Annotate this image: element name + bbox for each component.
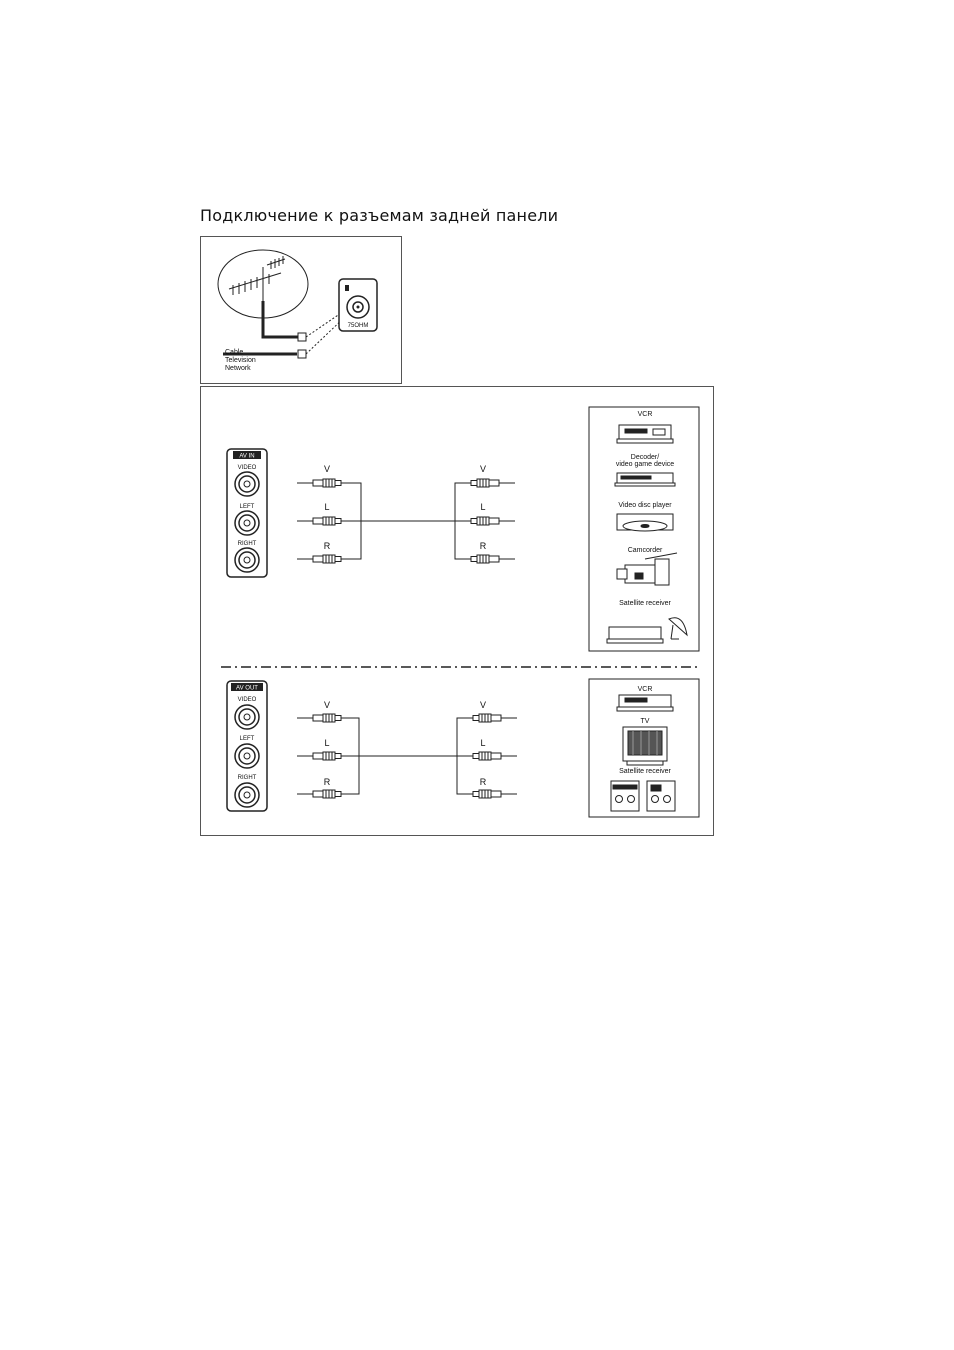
antenna-connection-panel bbox=[200, 236, 402, 384]
av-in-right-label-v: V bbox=[479, 464, 487, 474]
cable-plug-icon bbox=[298, 350, 306, 358]
av-in-right-jack-icon bbox=[235, 548, 259, 572]
device-label-camcorder: Camcorder bbox=[627, 547, 663, 554]
av-out-right-label-v: V bbox=[479, 700, 487, 710]
out-vcr-icon bbox=[617, 695, 673, 711]
antenna-diagram bbox=[201, 237, 401, 383]
av-in-left-label-r: R bbox=[323, 541, 331, 551]
device-label-vcr: VCR bbox=[637, 411, 653, 418]
device-label-disc: Video disc player bbox=[618, 502, 672, 509]
page-title: Подключение к разъемам задней панели bbox=[200, 206, 559, 225]
av-in-right-plug-v-icon bbox=[471, 479, 515, 487]
vcr-icon bbox=[617, 425, 673, 443]
av-in-left-label-l: L bbox=[324, 502, 330, 512]
out-device-label-satellite: Satellite receiver bbox=[619, 768, 671, 775]
device-label-decoder: Decoder/ bbox=[630, 454, 660, 461]
out-device-label-tv: TV bbox=[640, 718, 650, 725]
av-in-jack-label-video: VIDEO bbox=[237, 465, 257, 471]
av-out-left-label-v: V bbox=[323, 700, 331, 710]
terminal-label: 75OHM bbox=[347, 323, 369, 329]
av-in-jack-label-right: RIGHT bbox=[237, 541, 257, 547]
av-out-jack-label-left: LEFT bbox=[239, 736, 255, 742]
av-out-video-jack-icon bbox=[235, 705, 259, 729]
av-out-jack-label-video: VIDEO bbox=[237, 697, 257, 703]
cable-label-3: Network bbox=[225, 365, 251, 372]
antenna-cable bbox=[263, 301, 299, 337]
out-device-label-vcr: VCR bbox=[637, 686, 653, 693]
av-in-left-jack-icon bbox=[235, 511, 259, 535]
av-in-left-plug-v-icon bbox=[297, 479, 341, 487]
av-in-title: AV IN bbox=[239, 453, 255, 460]
av-in-right-plug-r-icon bbox=[471, 555, 515, 563]
av-out-left-label-l: L bbox=[324, 738, 330, 748]
av-in-video-jack-icon bbox=[235, 472, 259, 496]
antenna-icon bbox=[229, 256, 285, 301]
disc-player-icon bbox=[617, 514, 673, 531]
av-out-right-label-r: R bbox=[479, 777, 487, 787]
av-out-right-jack-icon bbox=[235, 783, 259, 807]
av-connection-panel bbox=[200, 386, 714, 836]
av-out-left-plug-v-icon bbox=[297, 714, 341, 722]
av-in-right-plug-l-icon bbox=[471, 517, 515, 525]
av-in-right-label-r: R bbox=[479, 541, 487, 551]
av-out-left-jack-icon bbox=[235, 744, 259, 768]
decoder-icon bbox=[615, 473, 675, 486]
av-out-left-label-r: R bbox=[323, 777, 331, 787]
cable-label-1: Cable bbox=[225, 349, 244, 356]
av-in-left-label-v: V bbox=[323, 464, 331, 474]
tv-icon bbox=[623, 727, 667, 765]
av-out-left-plug-r-icon bbox=[297, 790, 341, 798]
av-in-left-plug-r-icon bbox=[297, 555, 341, 563]
device-label-game: video game device bbox=[615, 461, 675, 468]
av-out-right-plug-r-icon bbox=[473, 790, 517, 798]
av-out-right-plug-v-icon bbox=[473, 714, 517, 722]
av-in-left-plug-l-icon bbox=[297, 517, 341, 525]
av-out-left-plug-l-icon bbox=[297, 752, 341, 760]
cable-label-2: Television bbox=[225, 357, 256, 364]
av-in-right-label-l: L bbox=[480, 502, 486, 512]
av-out-right-plug-l-icon bbox=[473, 752, 517, 760]
antenna-plug-icon bbox=[298, 333, 306, 341]
av-out-title: AV OUT bbox=[236, 685, 258, 692]
av-out-right-label-l: L bbox=[480, 738, 486, 748]
av-out-jack-label-right: RIGHT bbox=[237, 775, 257, 781]
av-diagram bbox=[201, 387, 713, 835]
device-label-satellite: Satellite receiver bbox=[619, 600, 671, 607]
av-in-jack-label-left: LEFT bbox=[239, 504, 255, 510]
